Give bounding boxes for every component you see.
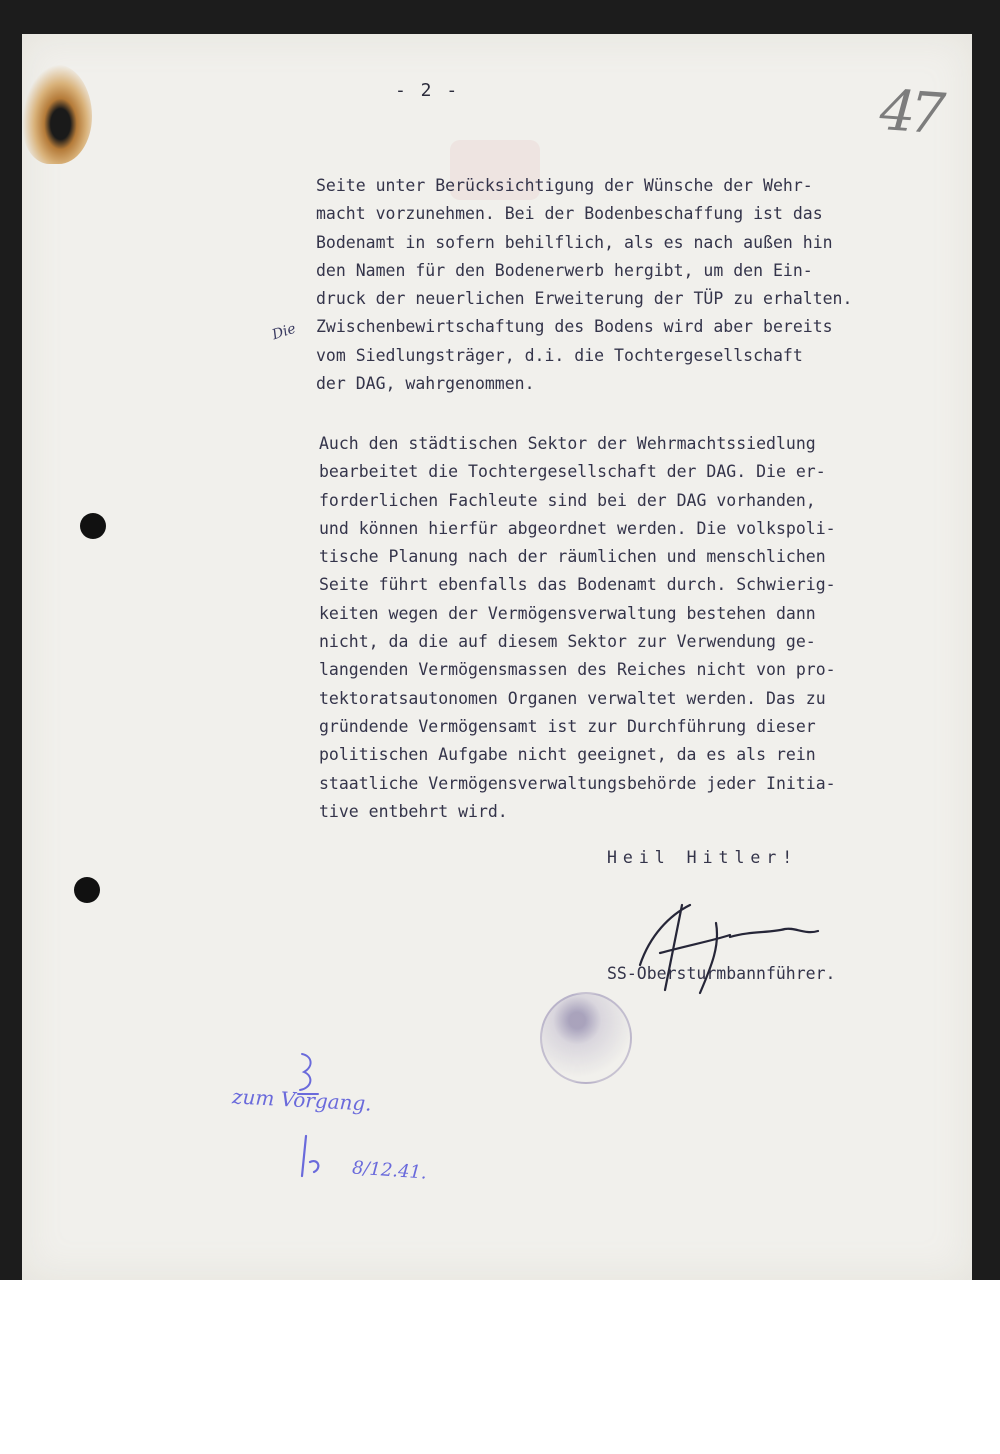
paragraph-1-line: der DAG, wahrgenommen. <box>316 374 535 394</box>
paragraph-2-line: tive entbehrt wird. <box>319 801 508 821</box>
punch-hole-bottom <box>74 877 100 903</box>
handwritten-note-line-1: zum Vorgang. <box>231 1084 373 1116</box>
paragraph-1 <box>316 172 976 398</box>
paragraph-2-line: keiten wegen der Vermögensverwaltung bestehen dann <box>319 603 816 623</box>
paragraph-2-line: und können hierfür abgeordnet werden. Die volkspoli- <box>319 518 836 538</box>
paragraph-1-line: Bodenamt in sofern behilflich, als es nach außen hin <box>316 232 833 252</box>
signature <box>620 895 830 1005</box>
punch-hole-top <box>80 513 106 539</box>
page-number: - 2 - <box>395 80 460 101</box>
paragraph-2-line: nicht, da die auf diesem Sektor zur Verwendung ge- <box>319 632 816 652</box>
paragraph-1-line: Seite unter Berücksichtigung der Wünsche der Wehr- <box>316 176 813 195</box>
paragraph-1-line: Zwischenbewirtschaftung des Bodens wird aber bereits <box>316 317 833 337</box>
paragraph-2-line: tische Planung nach der räumlichen und menschlichen <box>319 547 826 567</box>
paragraph-2-line: Seite führt ebenfalls das Bodenamt durch. Schwierig- <box>319 575 836 595</box>
blank-margin <box>0 1280 1000 1454</box>
paragraph-2-line: gründende Vermögensamt ist zur Durchführung dieser <box>319 716 816 736</box>
paragraph-2-line: bearbeitet die Tochtergesellschaft der DAG. Die er- <box>319 462 826 482</box>
paragraph-2-line: politischen Aufgabe nicht geeignet, da es als rein <box>319 745 816 765</box>
paragraph-1-line: macht vorzunehmen. Bei der Bodenbeschaffung ist das <box>316 204 823 224</box>
paragraph-2-line: forderlichen Fachleute sind bei der DAG vorhanden, <box>319 490 816 510</box>
faded-round-stamp <box>540 992 632 1084</box>
paragraph-2-line: staatliche Vermögensverwaltungsbehörde jeder Initia- <box>319 773 836 793</box>
burn-mark <box>22 64 92 164</box>
signatory-rank: SS-Obersturmbannführer. <box>607 964 836 983</box>
paragraph-1-line: vom Siedlungsträger, d.i. die Tochtergesellschaft <box>316 345 803 365</box>
paragraph-2-line: Auch den städtischen Sektor der Wehrmachtssiedlung <box>319 434 816 453</box>
paragraph-1-line: den Namen für den Bodenerwerb hergibt, um den Ein- <box>316 260 813 280</box>
paragraph-2-line: tektoratsautonomen Organen verwaltet werden. Das zu <box>319 688 826 708</box>
handwritten-note-line-2: 8/12.41. <box>351 1157 428 1184</box>
folio-number: 47 <box>877 78 942 147</box>
handwritten-initial-mark <box>296 1132 336 1182</box>
paragraph-2-line: langenden Vermögensmassen des Reiches nicht von pro- <box>319 660 836 680</box>
paragraph-2 <box>319 430 979 826</box>
paragraph-1-line: druck der neuerlichen Erweiterung der TÜP zu erhalten. <box>316 289 853 309</box>
closing-salutation: Heil Hitler! <box>607 848 799 867</box>
margin-insert-note: Die <box>270 320 298 344</box>
